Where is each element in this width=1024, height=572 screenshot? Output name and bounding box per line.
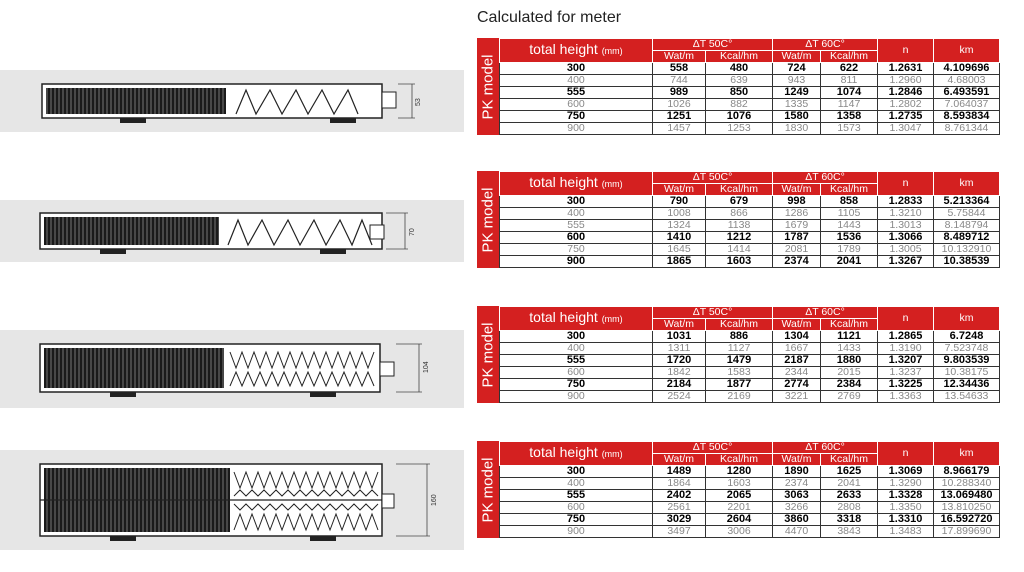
header-n: n (878, 307, 934, 331)
table-cell: 1.3066 (878, 232, 934, 244)
table-cell: 622 (821, 63, 878, 75)
table-cell: 1.2846 (878, 87, 934, 99)
table-cell: 400 (500, 478, 653, 490)
table-cell: 9.803539 (934, 355, 1000, 367)
table-cell: 8.593834 (934, 111, 1000, 123)
table-cell: 1280 (706, 466, 773, 478)
header-kcal: Kcal/hm (706, 319, 773, 331)
header-total-height-label: total height (529, 309, 598, 325)
table-cell: 1.3225 (878, 379, 934, 391)
header-total-height-label: total height (529, 41, 598, 57)
table-cell: 16.592720 (934, 514, 1000, 526)
model-side-label (477, 441, 499, 538)
table-cell: 12.34436 (934, 379, 1000, 391)
table-row (500, 343, 1000, 355)
table-row (500, 391, 1000, 403)
table-cell: 679 (706, 196, 773, 208)
table-cell: 1.2735 (878, 111, 934, 123)
table-cell: 2374 (773, 478, 821, 490)
table-cell: 555 (500, 355, 653, 367)
table-cell: 2374 (773, 256, 821, 268)
table-cell: 2041 (821, 256, 878, 268)
table-cell: 1842 (653, 367, 706, 379)
table-row (500, 478, 1000, 490)
table-cell: 1335 (773, 99, 821, 111)
table-cell: 1074 (821, 87, 878, 99)
table-cell: 1865 (653, 256, 706, 268)
table-cell: 480 (706, 63, 773, 75)
table-cell: 900 (500, 256, 653, 268)
table-cell: 3006 (706, 526, 773, 538)
dimension-label-2: 70 (409, 228, 416, 236)
table-cell: 1.2833 (878, 196, 934, 208)
table-cell: 886 (706, 331, 773, 343)
table-cell: 1.2865 (878, 331, 934, 343)
table-cell: 6.493591 (934, 87, 1000, 99)
header-kcal: Kcal/hm (706, 454, 773, 466)
header-unit: (mm) (601, 46, 623, 56)
table-cell: 1.3237 (878, 367, 934, 379)
table-cell: 639 (706, 75, 773, 87)
table-row (500, 232, 1000, 244)
table-cell: 2081 (773, 244, 821, 256)
model-side-label (477, 38, 499, 135)
table-cell: 2015 (821, 367, 878, 379)
table-cell: 1720 (653, 355, 706, 367)
table-cell: 555 (500, 490, 653, 502)
table-cell: 1479 (706, 355, 773, 367)
header-km: km (934, 172, 1000, 196)
model-side-label (477, 171, 499, 268)
table-cell: 600 (500, 232, 653, 244)
spec-table-3 (477, 306, 999, 403)
table-cell: 2169 (706, 391, 773, 403)
table-cell: 1625 (821, 466, 878, 478)
performance-table (499, 171, 1000, 268)
table-cell: 2561 (653, 502, 706, 514)
header-kcal: Kcal/hm (706, 184, 773, 196)
table-cell: 17.899690 (934, 526, 1000, 538)
header-kcal: Kcal/hm (706, 51, 773, 63)
header-total-height (500, 39, 653, 63)
table-cell: 300 (500, 196, 653, 208)
header-unit: (mm) (601, 179, 623, 189)
table-cell: 744 (653, 75, 706, 87)
table-cell: 1489 (653, 466, 706, 478)
table-cell: 13.54633 (934, 391, 1000, 403)
table-cell: 3063 (773, 490, 821, 502)
table-cell: 3843 (821, 526, 878, 538)
table-cell: 1433 (821, 343, 878, 355)
table-cell: 4470 (773, 526, 821, 538)
header-dt50: ΔT 50C° (653, 442, 773, 454)
performance-table (499, 441, 1000, 538)
table-cell: 1121 (821, 331, 878, 343)
table-cell: 8.148794 (934, 220, 1000, 232)
header-watm: Wat/m (773, 184, 821, 196)
table-cell: 1830 (773, 123, 821, 135)
radiator-drawing-2 (40, 213, 416, 254)
header-km: km (934, 442, 1000, 466)
table-row (500, 367, 1000, 379)
header-total-height (500, 307, 653, 331)
table-cell: 300 (500, 331, 653, 343)
table-cell: 1031 (653, 331, 706, 343)
table-cell: 600 (500, 367, 653, 379)
model-label: PK model (479, 186, 497, 253)
table-cell: 1212 (706, 232, 773, 244)
header-watm: Wat/m (773, 51, 821, 63)
performance-table (499, 306, 1000, 403)
table-row (500, 331, 1000, 343)
table-cell: 300 (500, 63, 653, 75)
table-cell: 8.761344 (934, 123, 1000, 135)
table-cell: 811 (821, 75, 878, 87)
table-cell: 10.288340 (934, 478, 1000, 490)
table-cell: 750 (500, 244, 653, 256)
table-cell: 2774 (773, 379, 821, 391)
table-cell: 1789 (821, 244, 878, 256)
table-cell: 1787 (773, 232, 821, 244)
table-cell: 5.75844 (934, 208, 1000, 220)
table-cell: 2633 (821, 490, 878, 502)
header-unit: (mm) (601, 449, 623, 459)
header-dt50: ΔT 50C° (653, 307, 773, 319)
table-cell: 6.7248 (934, 331, 1000, 343)
radiator-drawing-4 (40, 464, 438, 541)
table-row (500, 87, 1000, 99)
header-km: km (934, 39, 1000, 63)
page-title: Calculated for meter (477, 9, 622, 26)
table-cell: 1.3267 (878, 256, 934, 268)
header-kcal: Kcal/hm (821, 319, 878, 331)
table-cell: 2384 (821, 379, 878, 391)
table-cell: 13.810250 (934, 502, 1000, 514)
table-row (500, 123, 1000, 135)
table-row (500, 75, 1000, 87)
table-cell: 558 (653, 63, 706, 75)
table-cell: 1253 (706, 123, 773, 135)
header-dt60: ΔT 60C° (773, 442, 878, 454)
table-cell: 2201 (706, 502, 773, 514)
table-cell: 943 (773, 75, 821, 87)
table-cell: 600 (500, 502, 653, 514)
table-cell: 1026 (653, 99, 706, 111)
table-cell: 2524 (653, 391, 706, 403)
table-cell: 3266 (773, 502, 821, 514)
spec-table-4 (477, 441, 999, 538)
table-cell: 4.68003 (934, 75, 1000, 87)
table-cell: 1580 (773, 111, 821, 123)
table-cell: 1147 (821, 99, 878, 111)
table-cell: 1249 (773, 87, 821, 99)
table-cell: 600 (500, 99, 653, 111)
table-row (500, 502, 1000, 514)
table-cell: 1880 (821, 355, 878, 367)
table-cell: 2604 (706, 514, 773, 526)
table-cell: 3860 (773, 514, 821, 526)
table-cell: 1138 (706, 220, 773, 232)
header-dt50: ΔT 50C° (653, 39, 773, 51)
table-cell: 1.3483 (878, 526, 934, 538)
table-cell: 10.132910 (934, 244, 1000, 256)
radiator-drawing-3 (40, 344, 430, 397)
table-cell: 1457 (653, 123, 706, 135)
table-cell: 8.489712 (934, 232, 1000, 244)
table-cell: 1414 (706, 244, 773, 256)
table-cell: 1076 (706, 111, 773, 123)
table-row (500, 490, 1000, 502)
table-cell: 13.069480 (934, 490, 1000, 502)
table-cell: 1.3350 (878, 502, 934, 514)
table-cell: 3221 (773, 391, 821, 403)
table-row (500, 526, 1000, 538)
table-cell: 7.523748 (934, 343, 1000, 355)
table-cell: 1008 (653, 208, 706, 220)
header-total-height-label: total height (529, 174, 598, 190)
table-cell: 989 (653, 87, 706, 99)
dimension-label-1: 53 (415, 98, 422, 106)
table-cell: 1.3069 (878, 466, 934, 478)
spec-table-1 (477, 38, 999, 135)
table-row (500, 256, 1000, 268)
model-side-label (477, 306, 499, 403)
dimension-label-4: 160 (431, 494, 438, 506)
header-unit: (mm) (601, 314, 623, 324)
table-cell: 300 (500, 466, 653, 478)
table-row (500, 379, 1000, 391)
table-cell: 1.3047 (878, 123, 934, 135)
table-cell: 400 (500, 343, 653, 355)
table-cell: 1251 (653, 111, 706, 123)
header-n: n (878, 39, 934, 63)
table-cell: 790 (653, 196, 706, 208)
header-watm: Wat/m (653, 319, 706, 331)
table-row (500, 99, 1000, 111)
table-cell: 2184 (653, 379, 706, 391)
header-dt60: ΔT 60C° (773, 39, 878, 51)
table-cell: 1.3210 (878, 208, 934, 220)
table-cell: 1.3290 (878, 478, 934, 490)
dimension-label-3: 104 (423, 361, 430, 373)
table-row (500, 466, 1000, 478)
table-cell: 1410 (653, 232, 706, 244)
table-row (500, 111, 1000, 123)
table-cell: 882 (706, 99, 773, 111)
table-cell: 2344 (773, 367, 821, 379)
table-cell: 555 (500, 220, 653, 232)
table-cell: 1.2802 (878, 99, 934, 111)
table-row (500, 63, 1000, 75)
table-cell: 1443 (821, 220, 878, 232)
table-cell: 1603 (706, 478, 773, 490)
table-cell: 2041 (821, 478, 878, 490)
header-watm: Wat/m (653, 454, 706, 466)
table-cell: 900 (500, 391, 653, 403)
table-cell: 3497 (653, 526, 706, 538)
table-row (500, 220, 1000, 232)
table-cell: 850 (706, 87, 773, 99)
table-cell: 1311 (653, 343, 706, 355)
table-cell: 1127 (706, 343, 773, 355)
table-cell: 1.2960 (878, 75, 934, 87)
table-row (500, 196, 1000, 208)
table-row (500, 244, 1000, 256)
model-label: PK model (479, 53, 497, 120)
radiator-drawings (0, 0, 470, 572)
table-cell: 1536 (821, 232, 878, 244)
spec-table-2 (477, 171, 999, 268)
table-cell: 750 (500, 514, 653, 526)
table-cell: 750 (500, 379, 653, 391)
table-cell: 1573 (821, 123, 878, 135)
radiator-drawing-1 (42, 84, 422, 123)
table-cell: 1877 (706, 379, 773, 391)
table-cell: 10.38175 (934, 367, 1000, 379)
model-label: PK model (479, 321, 497, 388)
table-cell: 1105 (821, 208, 878, 220)
header-dt60: ΔT 60C° (773, 307, 878, 319)
table-cell: 2187 (773, 355, 821, 367)
table-cell: 3318 (821, 514, 878, 526)
table-cell: 998 (773, 196, 821, 208)
table-cell: 900 (500, 526, 653, 538)
table-cell: 1645 (653, 244, 706, 256)
table-cell: 750 (500, 111, 653, 123)
performance-table (499, 38, 1000, 135)
table-cell: 2402 (653, 490, 706, 502)
table-row (500, 514, 1000, 526)
table-cell: 2065 (706, 490, 773, 502)
header-watm: Wat/m (653, 184, 706, 196)
table-cell: 1324 (653, 220, 706, 232)
header-watm: Wat/m (773, 319, 821, 331)
table-cell: 1864 (653, 478, 706, 490)
header-km: km (934, 307, 1000, 331)
table-cell: 724 (773, 63, 821, 75)
table-cell: 1603 (706, 256, 773, 268)
table-cell: 1.3190 (878, 343, 934, 355)
table-cell: 400 (500, 208, 653, 220)
table-cell: 1304 (773, 331, 821, 343)
table-cell: 1.3013 (878, 220, 934, 232)
table-cell: 1286 (773, 208, 821, 220)
table-cell: 1.3310 (878, 514, 934, 526)
header-kcal: Kcal/hm (821, 184, 878, 196)
table-cell: 555 (500, 87, 653, 99)
table-cell: 2769 (821, 391, 878, 403)
table-cell: 858 (821, 196, 878, 208)
table-cell: 866 (706, 208, 773, 220)
header-total-height (500, 172, 653, 196)
table-cell: 1.2631 (878, 63, 934, 75)
header-n: n (878, 172, 934, 196)
table-cell: 1.3328 (878, 490, 934, 502)
table-cell: 1679 (773, 220, 821, 232)
table-cell: 7.064037 (934, 99, 1000, 111)
header-kcal: Kcal/hm (821, 454, 878, 466)
table-cell: 1358 (821, 111, 878, 123)
header-total-height-label: total height (529, 444, 598, 460)
header-watm: Wat/m (773, 454, 821, 466)
table-cell: 10.38539 (934, 256, 1000, 268)
model-label: PK model (479, 456, 497, 523)
header-dt60: ΔT 60C° (773, 172, 878, 184)
table-cell: 1667 (773, 343, 821, 355)
header-kcal: Kcal/hm (821, 51, 878, 63)
table-cell: 400 (500, 75, 653, 87)
table-cell: 900 (500, 123, 653, 135)
table-cell: 1583 (706, 367, 773, 379)
table-cell: 1.3363 (878, 391, 934, 403)
table-row (500, 355, 1000, 367)
table-cell: 4.109696 (934, 63, 1000, 75)
table-cell: 1890 (773, 466, 821, 478)
table-cell: 8.966179 (934, 466, 1000, 478)
header-watm: Wat/m (653, 51, 706, 63)
table-cell: 3029 (653, 514, 706, 526)
header-total-height (500, 442, 653, 466)
table-cell: 2808 (821, 502, 878, 514)
table-cell: 5.213364 (934, 196, 1000, 208)
table-row (500, 208, 1000, 220)
header-n: n (878, 442, 934, 466)
table-cell: 1.3207 (878, 355, 934, 367)
header-dt50: ΔT 50C° (653, 172, 773, 184)
table-cell: 1.3005 (878, 244, 934, 256)
